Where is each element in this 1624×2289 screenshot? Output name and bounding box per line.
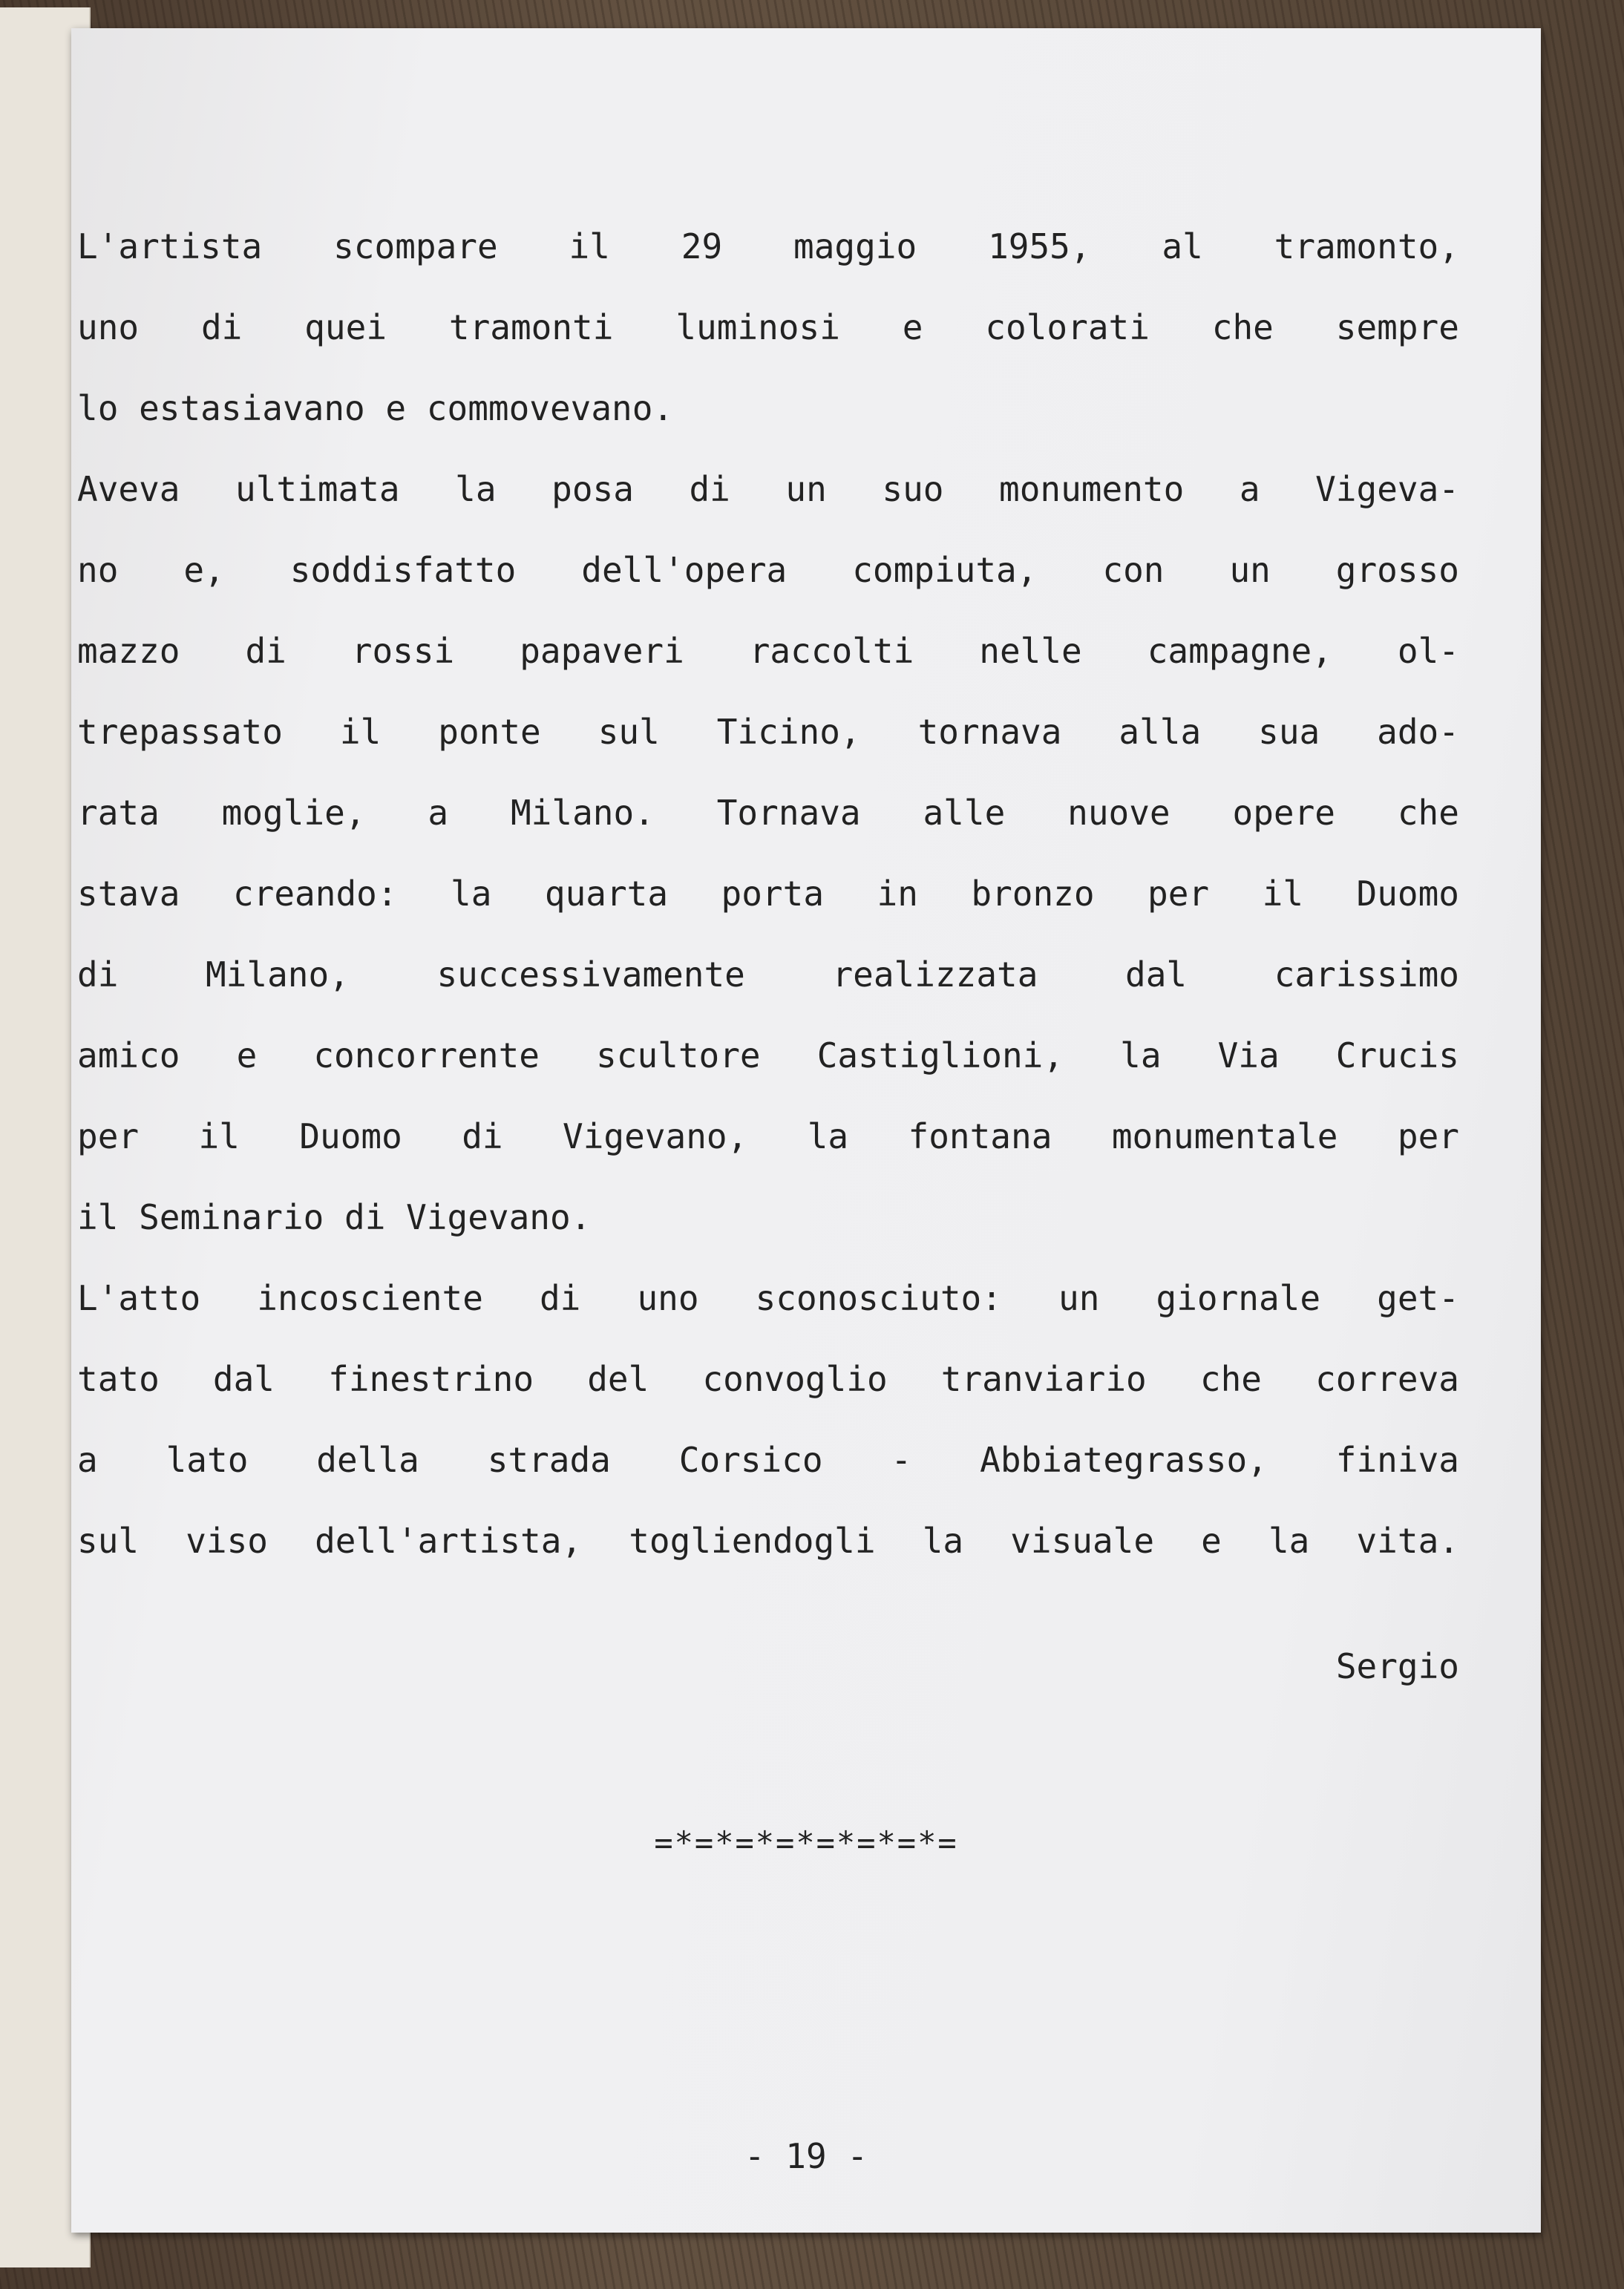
word: giornale: [1156, 1278, 1321, 1318]
text-line: [77, 611, 1459, 692]
word: fontana: [908, 1116, 1052, 1156]
word: soddisfatto: [289, 550, 517, 590]
word: uno: [77, 307, 140, 347]
word: opere: [1232, 793, 1335, 833]
text-line: lo estasiavano e commovevano.: [77, 388, 674, 428]
word: correva: [1315, 1359, 1459, 1399]
word: del: [587, 1359, 649, 1399]
word: strada: [487, 1440, 611, 1480]
word: la: [922, 1521, 964, 1561]
word: successivamente: [436, 954, 745, 995]
text-line: [77, 773, 1459, 854]
word: ol-: [1397, 631, 1459, 671]
word: incosciente: [257, 1278, 483, 1318]
word: di: [245, 631, 287, 671]
word: creando:: [232, 874, 398, 914]
word: Castiglioni,: [816, 1035, 1064, 1075]
word: finestrino: [328, 1359, 534, 1399]
word: nelle: [979, 631, 1082, 671]
word: colorati: [985, 307, 1150, 347]
text-line: [77, 287, 1459, 368]
word: raccolti: [749, 631, 914, 671]
word: Vigevano,: [563, 1116, 748, 1156]
word: papaveri: [520, 631, 684, 671]
text-line: [77, 1258, 1459, 1339]
book-page: [71, 28, 1541, 2233]
word: stava: [77, 874, 180, 914]
word: un: [1058, 1278, 1100, 1318]
text-line: [77, 206, 1459, 287]
word: Vigeva-: [1315, 469, 1459, 509]
word: la: [807, 1116, 849, 1156]
word: che: [1199, 1359, 1262, 1399]
word: tramonto,: [1274, 226, 1459, 266]
word: alla: [1119, 712, 1202, 752]
word: la: [1268, 1521, 1310, 1561]
word: finiva: [1335, 1440, 1459, 1480]
word: Corsico: [678, 1440, 823, 1480]
word: nuove: [1067, 793, 1170, 833]
word: 29: [681, 226, 723, 266]
text-line: [77, 1015, 1459, 1096]
word: di: [539, 1278, 581, 1318]
word: della: [316, 1440, 419, 1480]
text-line: il Seminario di Vigevano.: [77, 1197, 592, 1237]
word: a: [428, 793, 449, 833]
word: L'artista: [77, 226, 263, 266]
text-line: [77, 449, 1459, 530]
word: il: [339, 712, 382, 752]
separator-ornament: =*=*=*=*=*=*=*=: [654, 1824, 958, 1861]
word: Milano,: [205, 954, 350, 995]
word: a: [1239, 469, 1260, 509]
word: viso: [186, 1521, 268, 1561]
word: grosso: [1335, 550, 1459, 590]
word: suo: [882, 469, 944, 509]
word: porta: [721, 874, 825, 914]
word: tranviario: [940, 1359, 1147, 1399]
word: moglie,: [221, 793, 366, 833]
word: uno: [637, 1278, 699, 1318]
word: luminosi: [675, 307, 840, 347]
word: realizzata: [832, 954, 1038, 995]
text-line: [77, 934, 1459, 1015]
word: monumento: [999, 469, 1185, 509]
word: il: [569, 226, 610, 266]
word: posa: [551, 469, 634, 509]
word: il: [198, 1116, 240, 1156]
word: sul: [597, 712, 660, 752]
page-number: - 19 -: [744, 2136, 868, 2176]
word: ultimata: [235, 469, 400, 509]
word: un: [1229, 550, 1271, 590]
word: di: [200, 307, 243, 347]
word: Duomo: [1356, 874, 1459, 914]
word: togliendogli: [629, 1521, 876, 1561]
text-line: [77, 1501, 1459, 1582]
body-text: [77, 206, 1459, 1582]
word: un: [785, 469, 827, 509]
word: carissimo: [1274, 954, 1459, 995]
word: di: [462, 1116, 503, 1156]
word: quei: [304, 307, 387, 347]
text-line: [77, 530, 1459, 611]
word: ado-: [1377, 712, 1459, 752]
signature: Sergio: [1335, 1646, 1459, 1686]
word: rossi: [351, 631, 455, 671]
word: Tornava: [716, 793, 861, 833]
word: di: [689, 469, 730, 509]
word: con: [1102, 550, 1165, 590]
word: Crucis: [1335, 1035, 1459, 1075]
word: e: [902, 307, 923, 347]
word: e: [1201, 1521, 1222, 1561]
word: e: [236, 1035, 258, 1075]
word: Milano.: [510, 793, 655, 833]
word: che: [1211, 307, 1274, 347]
word: per: [77, 1116, 140, 1156]
word: la: [455, 469, 497, 509]
word: trepassato: [77, 712, 283, 752]
word: 1955,: [988, 226, 1091, 266]
word: sconosciuto:: [755, 1278, 1002, 1318]
word: Aveva: [77, 469, 180, 509]
word: convoglio: [702, 1359, 888, 1399]
word: quarta: [544, 874, 669, 914]
word: campagne,: [1147, 631, 1332, 671]
word: amico: [77, 1035, 180, 1075]
word: vita.: [1356, 1521, 1459, 1561]
word: che: [1397, 793, 1459, 833]
word: dell'artista,: [315, 1521, 583, 1561]
word: mazzo: [77, 631, 180, 671]
word: -: [891, 1440, 912, 1480]
word: tornava: [917, 712, 1062, 752]
word: ponte: [438, 712, 541, 752]
text-line: [77, 1096, 1459, 1177]
word: alle: [923, 793, 1006, 833]
text-line: [77, 1420, 1459, 1501]
word: dell'opera: [581, 550, 788, 590]
word: per: [1147, 874, 1210, 914]
word: dal: [212, 1359, 275, 1399]
word: il: [1262, 874, 1304, 914]
word: a: [77, 1440, 98, 1480]
word: la: [1120, 1035, 1162, 1075]
text-line: [77, 854, 1459, 934]
word: concorrente: [313, 1035, 540, 1075]
word: tramonti: [448, 307, 614, 347]
word: la: [451, 874, 492, 914]
text-line: [77, 692, 1459, 773]
word: sul: [77, 1521, 140, 1561]
word: lato: [166, 1440, 249, 1480]
word: Abbiategrasso,: [980, 1440, 1268, 1480]
word: e,: [183, 550, 225, 590]
word: scompare: [333, 226, 498, 266]
word: in: [877, 874, 918, 914]
word: compiuta,: [852, 550, 1038, 590]
word: al: [1162, 226, 1203, 266]
word: no: [77, 550, 119, 590]
word: per: [1397, 1116, 1459, 1156]
word: Duomo: [299, 1116, 402, 1156]
word: tato: [77, 1359, 160, 1399]
word: Ticino,: [716, 712, 861, 752]
text-line: [77, 1339, 1459, 1420]
word: sempre: [1335, 307, 1459, 347]
word: L'atto: [77, 1278, 201, 1318]
word: dal: [1125, 954, 1188, 995]
word: bronzo: [971, 874, 1095, 914]
word: sua: [1258, 712, 1320, 752]
word: monumentale: [1111, 1116, 1338, 1156]
word: maggio: [793, 226, 917, 266]
word: Via: [1217, 1035, 1280, 1075]
word: rata: [77, 793, 160, 833]
word: scultore: [596, 1035, 761, 1075]
word: di: [77, 954, 119, 995]
word: visuale: [1010, 1521, 1155, 1561]
word: get-: [1377, 1278, 1459, 1318]
